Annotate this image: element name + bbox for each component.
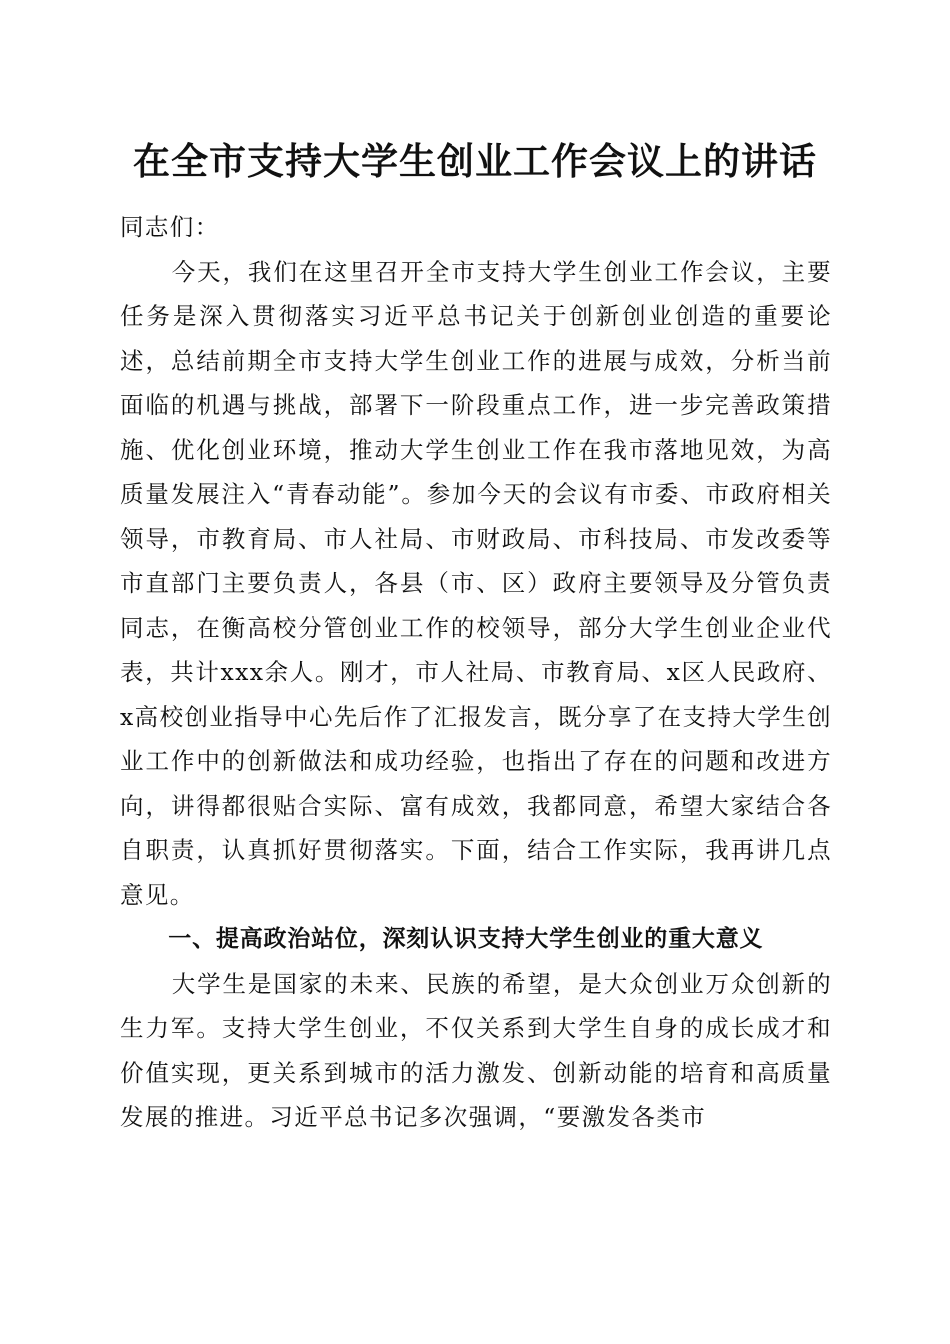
opening-paragraph: 今天，我们在这里召开全市支持大学生创业工作会议，主要任务是深入贯彻落实习近平总书记关于创新创业创造的重要论述，总结前期全市支持大学生创业工作的进展与成效，分析当前面临的机遇与挑战，部署下一阶段重点工作，进一步完善政策措施、优化创业环境，推动大学生创业工作在我市落地见效，为高质量发展注入“青春动能”。参加今天的会议有市委、市政府相关领导，市教育局、市人社局、市财政局、市科技局、市发改委等市直部门主要负责人，各县（市、区）政府主要领导及分管负责同志，在衡高校分管创业工作的校领导，部分大学生创业企业代表，共计xxx余人。刚才，市人社局、市教育局、x区人民政府、x高校创业指导中心先后作了汇报发言，既分享了在支持大学生创业工作中的创新做法和成功经验，也指出了存在的问题和改进方向，讲得都很贴合实际、富有成效，我都同意，希望大家结合各自职责，认真抓好贯彻落实。下面，结合工作实际，我再讲几点意见。 bbox=[120, 257, 832, 909]
section-paragraph: 大学生是国家的未来、民族的希望，是大众创业万众创新的生力军。支持大学生创业，不仅关系到大学生自身的成长成才和价值实现，更关系到城市的活力激发、创新动能的培育和高质量发展的推进。习近平总书记多次强调，“要激发各类市 bbox=[120, 969, 832, 1131]
document-title: 在全市支持大学生创业工作会议上的讲话 bbox=[133, 139, 817, 183]
salutation: 同志们： bbox=[120, 213, 220, 241]
section-heading: 一、提高政治站位，深刻认识支持大学生创业的重大意义 bbox=[168, 926, 764, 952]
document-body bbox=[120, 205, 832, 1140]
